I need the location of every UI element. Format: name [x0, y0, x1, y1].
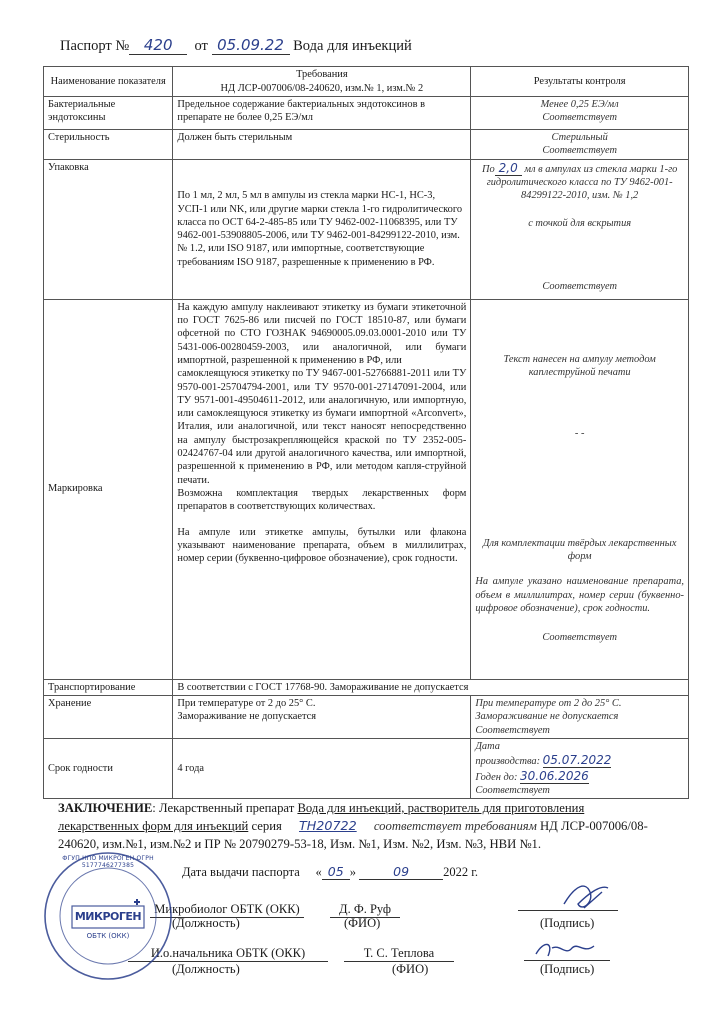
result-label: производства:: [475, 756, 541, 768]
table-row-shelf-life: [44, 738, 689, 798]
row-name: Маркировка: [44, 299, 173, 679]
product-title: Вода для инъекций: [293, 38, 412, 54]
conclusion-title: ЗАКЛЮЧЕНИЕ: [58, 801, 153, 815]
result-status: Соответствует: [475, 724, 550, 736]
sig2-fio-caption: (ФИО): [392, 962, 429, 976]
signature-1: [556, 878, 616, 918]
requirement-paragraph: На ампуле или этикетке ампулы, бутылки или флакона указывают наименование препарата, объем в миллилитрах, номер серии (буквенно-цифровое обозначение), срок годности.: [177, 526, 467, 565]
official-stamp: [42, 850, 174, 982]
col-header-requirements: [173, 67, 471, 97]
table-row-storage: [44, 695, 689, 738]
control-table: [43, 66, 689, 799]
sig2-sign-caption: (Подпись): [540, 962, 595, 976]
issue-date-line: Дата выдачи паспорта « 05 » 09 2022 г.: [182, 864, 479, 879]
table-row-sterility: [44, 130, 689, 160]
conclusion-text: соответствует требованиям: [373, 819, 537, 834]
sig1-name: Д. Ф. Руф: [330, 902, 400, 918]
sig1-sign-caption: (Подпись): [540, 916, 595, 930]
result-kit: Для комплектации твёрдых лекарственных форм: [482, 537, 677, 562]
result-line: При температуре от 2 до 25° С.: [475, 697, 622, 709]
col-header-results: Результаты контроля: [471, 67, 689, 97]
stamp-sub-text: ОБТК (ОКК): [86, 932, 130, 940]
result-line: Замораживание не допускается: [475, 711, 619, 723]
result-status: Соответствует: [542, 280, 617, 292]
requirement-line: Замораживание не допускается: [177, 711, 317, 723]
result-label: Дата: [475, 740, 500, 752]
row-requirement: Предельное содержание бактериальных эндотоксинов в препарате не более 0,25 ЕЭ/мл: [173, 97, 471, 130]
issue-month: 09: [359, 864, 443, 880]
table-row-marking: [44, 299, 689, 679]
series-label: серия: [251, 819, 282, 834]
row-result: [471, 159, 689, 299]
series-number: ТН20722: [299, 818, 357, 834]
result-value: Менее 0,25 ЕЭ/мл: [540, 99, 619, 110]
result-status: Соответствует: [542, 145, 617, 157]
conclusion-docs: НД ЛСР-007006/08-240620, изм.№1, изм.№2 и ПР № 20790279-53-18, Изм. №1, Изм. №2, Изм. №3, НВИ №1.: [58, 819, 648, 851]
passport-number: 420: [129, 36, 187, 55]
signature-2: [530, 936, 600, 966]
requirement-paragraph: Возможна комплектация твердых лекарственных форм препаратов в соответствующих количествах.: [177, 488, 467, 513]
table-header-row: [44, 67, 689, 97]
row-result: [471, 299, 689, 679]
result-label-info: На ампуле указано наименование препарата, объем в миллилитрах, номер серии (буквенно-цифровое обозначение), срок годности.: [475, 576, 684, 614]
result-status: Соответствует: [475, 784, 550, 796]
sig2-role: И.о.начальника ОБТК (ОКК): [128, 946, 328, 962]
issue-date-label: Дата выдачи паспорта: [182, 865, 300, 879]
conclusion-text: : Лекарственный препарат: [152, 801, 295, 815]
table-row-packaging: [44, 159, 689, 299]
result-dash: - -: [574, 428, 585, 440]
sig1-fio-caption: (ФИО): [344, 916, 381, 930]
sig2-name: Т. С. Теплова: [344, 946, 454, 962]
row-result: [471, 695, 689, 738]
conclusion: [58, 800, 658, 853]
row-result: [471, 97, 689, 130]
date-from-label: от: [194, 38, 208, 54]
passport-date: 05.09.22: [212, 36, 290, 55]
issue-year: 2022 г.: [443, 865, 479, 879]
row-requirement: По 1 мл, 2 мл, 5 мл в ампулы из стекла марки НС-1, НС-3, УСП-1 или NK, или другие марки стекла 1-го гидролитического класса по ОСТ 64-2-485-85 или ТУ 9462-002-11068395, или ТУ 9462-001-53908805-2006, или ТУ 9462-001-84299122-2010, изм. № 1.2, или ISO 9187, или импортные, соответствующие требованиям ISO 9187, разрешенные к применению в РФ.: [173, 159, 471, 299]
row-requirement: В соответствии с ГОСТ 17768-90. Замораживание не допускается: [173, 679, 689, 695]
result-text: мл в ампулах из стекла марки 1-го гидролитического класса по ТУ 9462-001-84299122-2010, изм. № 1,2: [486, 163, 678, 202]
sig1-position-caption: (Должность): [172, 916, 240, 930]
requirement-paragraph: На каждую ампулу наклеивают этикетку из бумаги этикеточной по ГОСТ 7625-86 или писчей по ГОСТ 18510-87, или бумаги офсетной по СТО ГОЗНАК 94690005.09.03.0001-2010 или ТУ 5431-006-00280459-2003, или аналогичной, или бумаги импортной, разрешенной к применению в РФ, или: [177, 301, 467, 366]
requirement-line: При температуре от 2 до 25° С.: [177, 697, 316, 709]
requirement-paragraph: самоклеящуюся этикетку по ТУ 9467-001-52766881-2011 или ТУ 9570-001-25704794-2001, или ТУ 9570-001-27147091-2004, или ТУ 9571-001-49504611-2012, или аналогичную, или импортную, или самоклеящуюся этикетку из бумаги импортной «Arconvert», Италия, или аналогичной, или текст наносят непосредственно на ампулу быстрозакрепляющейся краской по ТУ 2352-005-02424767-04 или другой аналогичного качества, или импортной, разрешенной к применению в РФ, или методом капля-струйной печати.: [177, 368, 467, 486]
row-name: Срок годности: [44, 738, 173, 798]
table-row-transport: [44, 679, 689, 695]
result-value: Стерильный: [551, 132, 608, 143]
stamp-ring-text: ФГУП НПО МИКРОГЕН ОГРН 5177746277385: [62, 855, 154, 869]
row-requirement: Должен быть стерильным: [173, 130, 471, 160]
row-result: [471, 738, 689, 798]
product-name: Вода для инъекций, растворитель для приготовления лекарственных форм для инъекций: [58, 801, 585, 834]
table-row-endotoxins: [44, 97, 689, 130]
result-label: Годен до:: [475, 771, 518, 783]
result-status: Соответствует: [542, 112, 617, 124]
production-date: 05.07.2022: [542, 753, 612, 768]
row-name: Бактериальные эндотоксины: [44, 97, 173, 130]
row-name: Стерильность: [44, 130, 173, 160]
passport-label: Паспорт №: [60, 38, 130, 54]
row-requirement: [173, 695, 471, 738]
sig2-position-caption: (Должность): [172, 962, 240, 976]
result-prefix: По: [481, 163, 495, 175]
requirements-doc: НД ЛСР-007006/08-240620, изм.№ 1, изм.№ 2: [220, 82, 424, 94]
row-requirement: 4 года: [173, 738, 471, 798]
passport-header: [60, 36, 412, 55]
result-status: Соответствует: [542, 632, 617, 644]
stamp-center-text: МИКРОГЕН: [74, 910, 142, 923]
requirements-title: Требования: [296, 69, 348, 81]
row-requirement: [173, 299, 471, 679]
result-volume: 2,0: [495, 161, 522, 176]
row-name: Транспортирование: [44, 679, 173, 695]
col-header-indicator: Наименование показателя: [44, 67, 173, 97]
row-result: [471, 130, 689, 160]
result-break-point: с точкой для вскрытия: [528, 217, 632, 229]
issue-day: 05: [322, 864, 350, 880]
row-name: Хранение: [44, 695, 173, 738]
row-name: Упаковка: [44, 159, 173, 299]
sig1-role: Микробиолог ОБТК (ОКК): [150, 902, 304, 918]
result-method: Текст нанесен на ампулу методом каплеструйной печати: [503, 353, 656, 378]
expiry-date: 30.06.2026: [520, 768, 589, 783]
